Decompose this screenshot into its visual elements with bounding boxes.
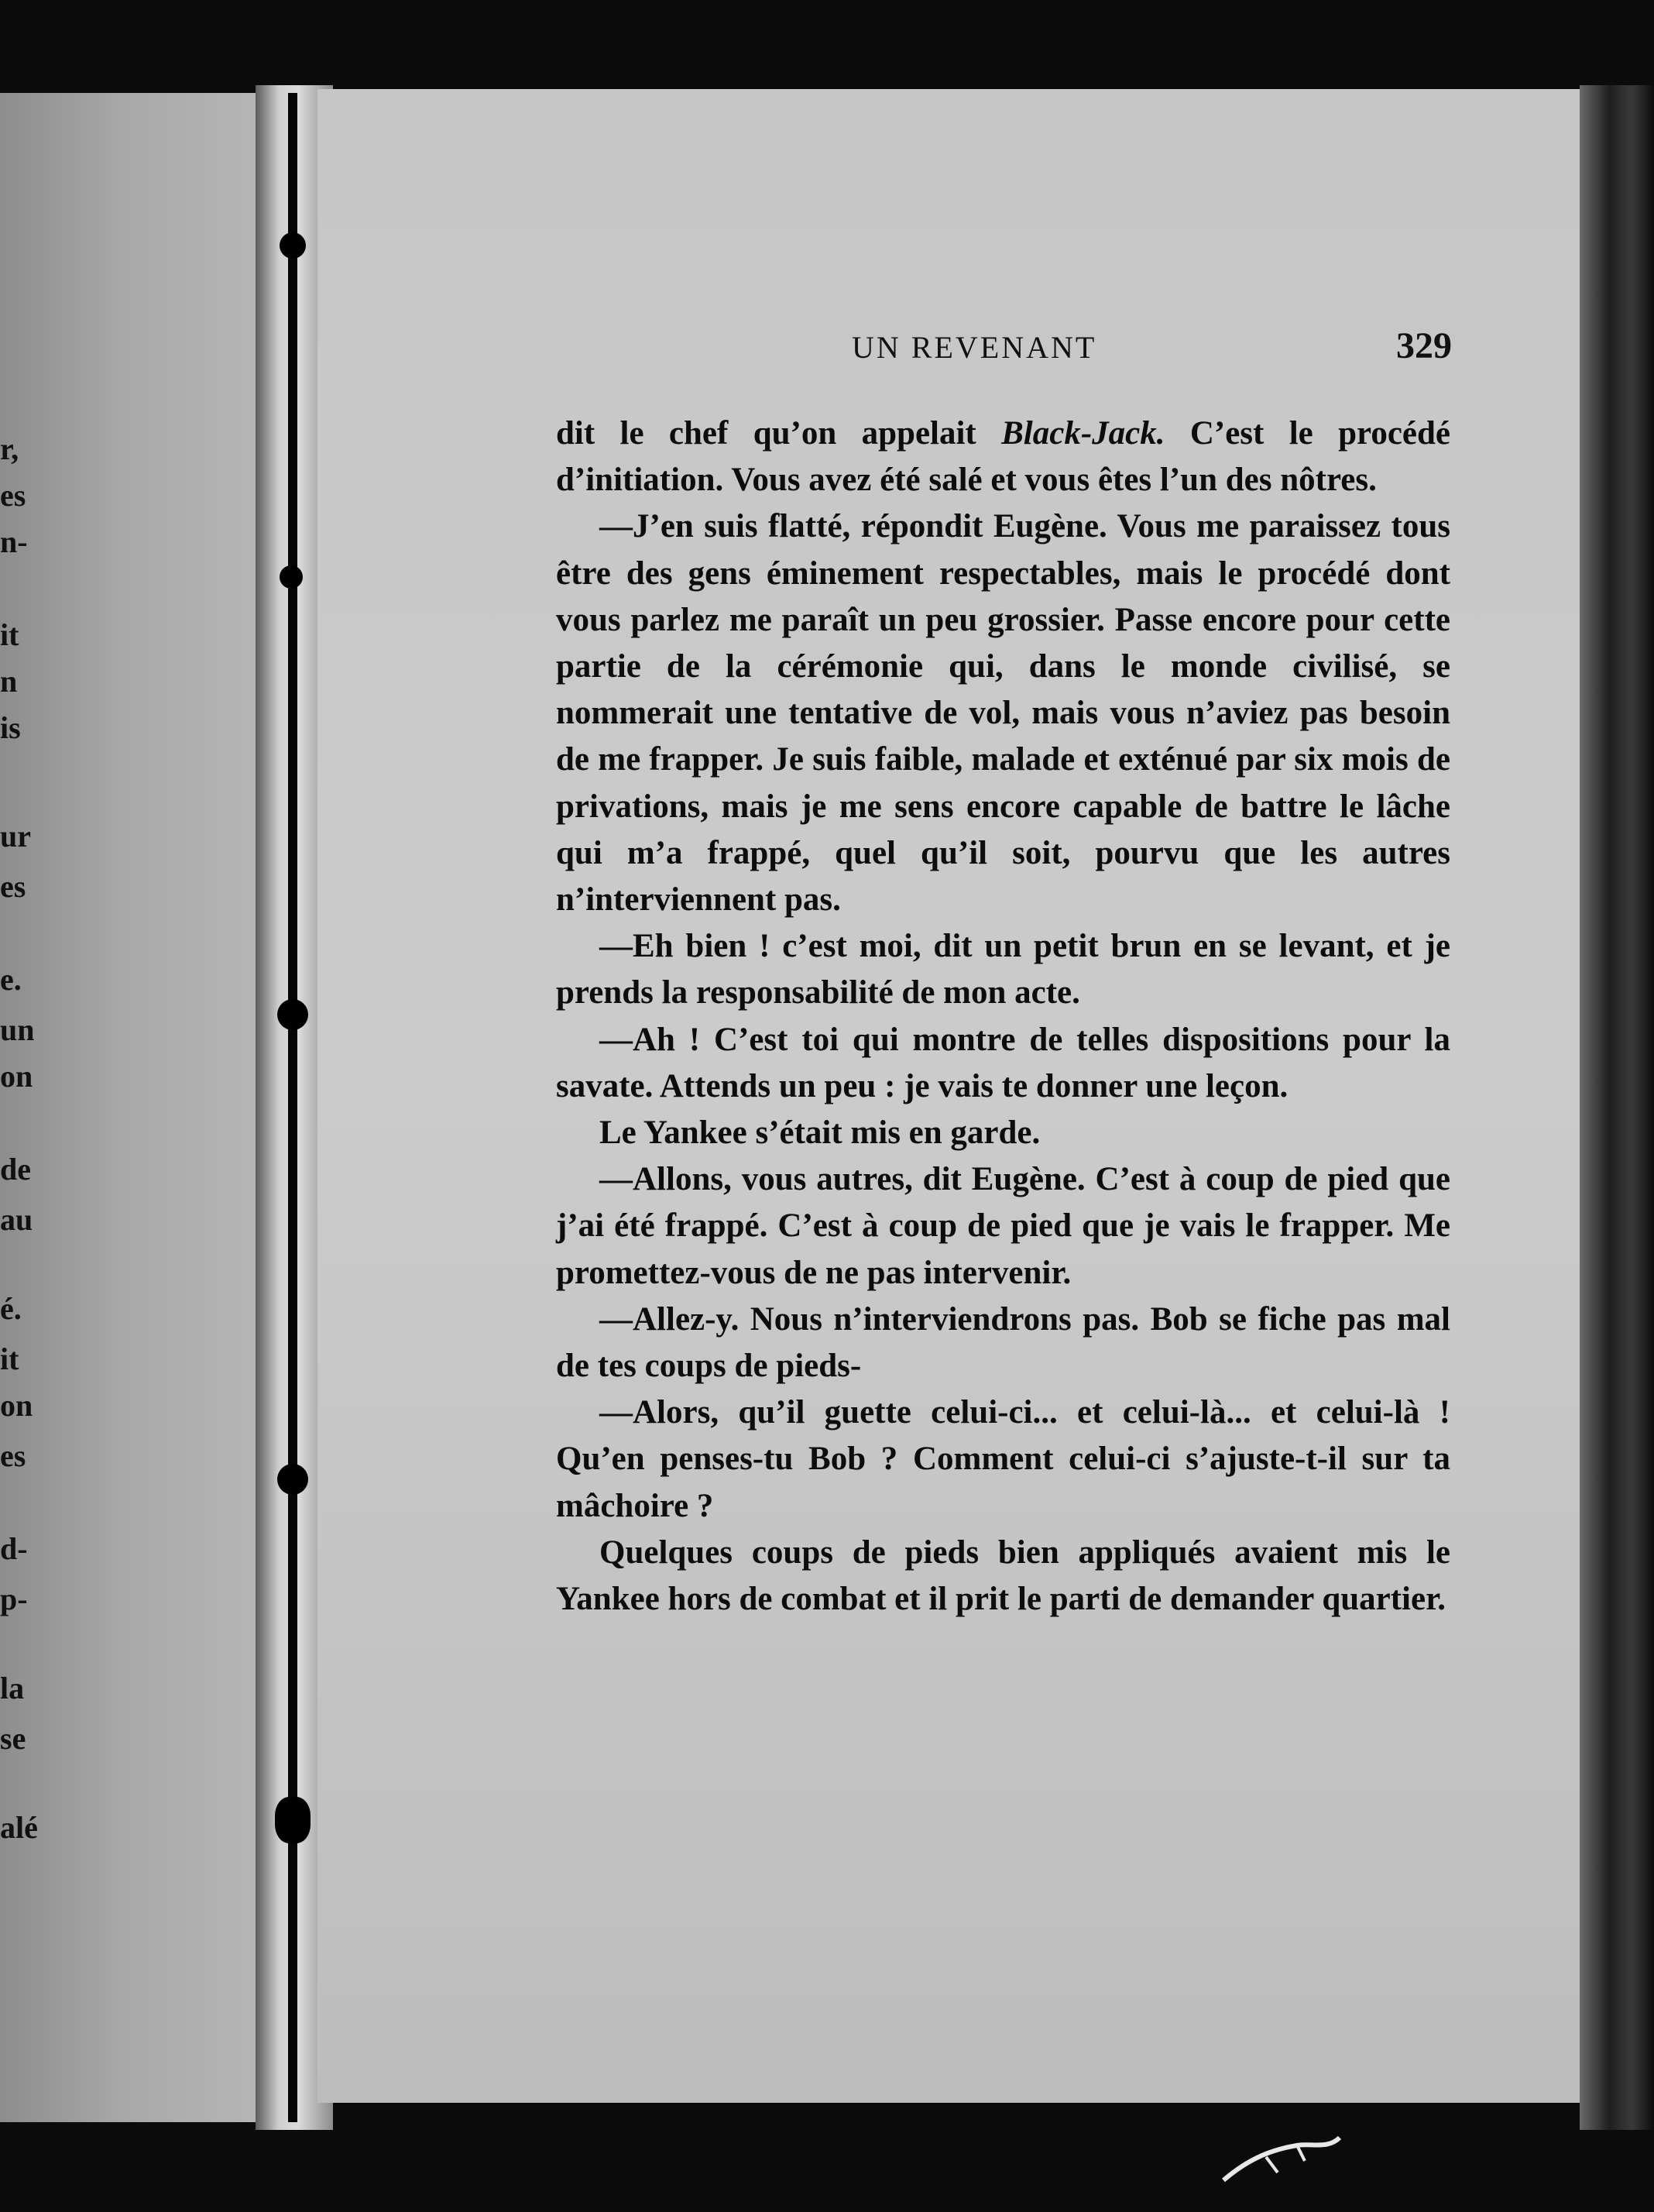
paragraph: —Ah ! C’est toi qui montre de telles dispositions pour la savate. Attends un peu : je vais te donner une leçon. — [556, 1021, 1450, 1104]
left-fragment: it — [0, 617, 19, 652]
left-fragment: is — [0, 710, 21, 745]
left-fragment: it — [0, 1341, 19, 1376]
body-text — [556, 410, 1450, 1623]
left-fragment: p- — [0, 1582, 28, 1616]
italic-name: Black-Jack. — [1001, 415, 1165, 452]
left-fragment: es — [0, 478, 26, 513]
binding-stitch — [280, 565, 303, 589]
left-fragment: e. — [0, 962, 22, 997]
left-fragment: d- — [0, 1531, 28, 1566]
left-fragment: se — [0, 1721, 26, 1756]
page-edge-shadow — [1580, 85, 1654, 2130]
paragraph-text: C’est le procédé d’initiation. Vous avez été salé et vous êtes l’un des nôtres. — [556, 415, 1450, 499]
left-fragment: es — [0, 1438, 26, 1473]
page-number: 329 — [1396, 325, 1452, 366]
left-fragment: au — [0, 1202, 33, 1237]
left-fragment: un — [0, 1012, 35, 1047]
page-header — [852, 325, 1452, 376]
paragraph: —Allez-y. Nous n’interviendrons pas. Bob se fiche pas mal de tes coups de pieds- — [556, 1300, 1450, 1385]
left-fragment: ur — [0, 819, 31, 854]
binding-stitch — [277, 1464, 308, 1495]
paragraph — [556, 410, 1450, 503]
left-fragment: on — [0, 1059, 33, 1094]
paragraph-text: dit le chef qu’on appelait — [556, 415, 1002, 452]
scan-debris-mark — [1220, 2126, 1343, 2188]
paragraph: Le Yankee s’était mis en garde. — [599, 1115, 1041, 1152]
left-fragment: n — [0, 664, 18, 699]
paragraph: —J’en suis flatté, répondit Eugène. Vous me paraissez tous être des gens éminement respectables, mais le procédé dont vous parlez me paraît un peu grossier. Passe encore pour cette partie de la cérémonie qui, dans le monde civilisé, se nommerait une tentative de vol, mais vous n’aviez pas besoin de me frapper. Je suis faible, malade et exténué par six mois de privations, mais je me sens encore capable de battre le lâche qui m’a frappé, quel qu’il soit, pourvu que les autres n’interviennent pas. — [556, 508, 1450, 919]
paragraph: —Eh bien ! c’est moi, dit un petit brun en se levant, et je prends la responsabilité de mon acte. — [556, 928, 1450, 1012]
left-fragment: alé — [0, 1810, 38, 1845]
paragraph: Quelques coups de pieds bien appliqués avaient mis le Yankee hors de combat et il prit le parti de demander quartier. — [556, 1534, 1450, 1618]
left-fragment: la — [0, 1671, 25, 1705]
left-fragment: es — [0, 869, 26, 904]
left-fragment: n- — [0, 524, 28, 559]
binding-stitch — [275, 1797, 311, 1843]
left-fragment: on — [0, 1388, 33, 1423]
running-title: UN REVENANT — [852, 330, 1097, 365]
paragraph: —Allons, vous autres, dit Eugène. C’est à coup de pied que j’ai été frappé. C’est à coup de pied que je vais le frapper. Me promettez-vous de ne pas intervenir. — [556, 1161, 1450, 1291]
paragraph: —Alors, qu’il guette celui-ci... et celui-là... et celui-là ! Qu’en penses-tu Bob ? Comment celui-ci s’ajuste-t-il sur ta mâchoire ? — [556, 1394, 1450, 1524]
binding-stitch — [280, 232, 306, 259]
binding-stitch — [277, 999, 308, 1030]
left-fragment: de — [0, 1152, 31, 1187]
left-fragment: r, — [0, 431, 19, 466]
left-fragment: é. — [0, 1291, 22, 1326]
